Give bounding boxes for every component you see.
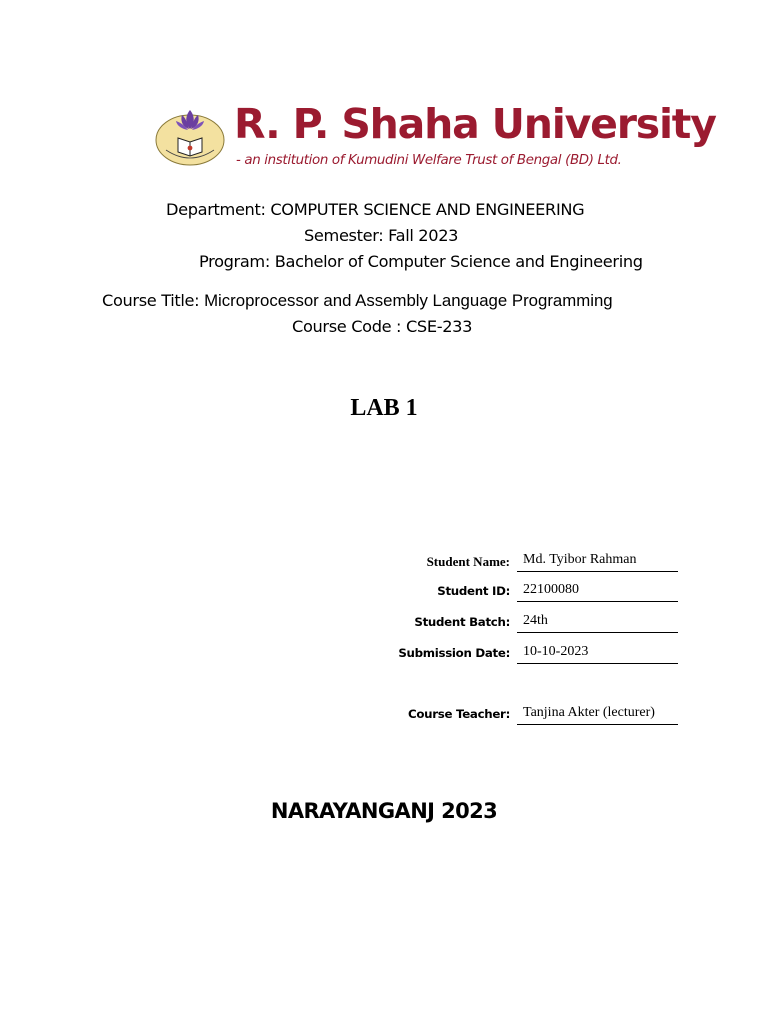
course-title-line	[102, 290, 613, 312]
student-batch-row	[340, 613, 680, 637]
submission-date-label: Submission Date:	[398, 646, 510, 660]
lab-title: LAB 1	[350, 395, 418, 421]
course-teacher-row	[340, 705, 680, 729]
semester-line: Semester: Fall 2023	[304, 226, 459, 245]
university-name: R. P. Shaha University	[234, 100, 716, 148]
student-id-value: 22100080	[517, 582, 678, 602]
student-name-value: Md. Tyibor Rahman	[517, 552, 678, 572]
student-id-row	[340, 582, 680, 606]
student-name-row	[340, 552, 680, 576]
course-title-value: Microprocessor and Assembly Language Programming	[204, 291, 613, 310]
place-year: NARAYANGANJ 2023	[270, 799, 498, 823]
student-id-label: Student ID:	[437, 584, 510, 598]
submission-date-value: 10-10-2023	[517, 644, 678, 664]
student-batch-value: 24th	[517, 613, 678, 633]
program-line: Program: Bachelor of Computer Science and Engineering	[199, 252, 643, 271]
department-line: Department: COMPUTER SCIENCE AND ENGINEERING	[166, 200, 585, 219]
student-name-label: Student Name:	[426, 554, 510, 569]
course-code-line: Course Code : CSE-233	[292, 317, 473, 336]
course-teacher-label: Course Teacher:	[408, 707, 510, 721]
submission-date-row	[340, 644, 680, 668]
student-batch-label: Student Batch:	[414, 615, 510, 629]
course-teacher-value: Tanjina Akter (lecturer)	[517, 705, 678, 725]
university-tagline: - an institution of Kumudini Welfare Trust of Bengal (BD) Ltd.	[236, 153, 622, 168]
course-title-label: Course Title:	[102, 291, 205, 310]
university-emblem-icon	[154, 104, 228, 168]
